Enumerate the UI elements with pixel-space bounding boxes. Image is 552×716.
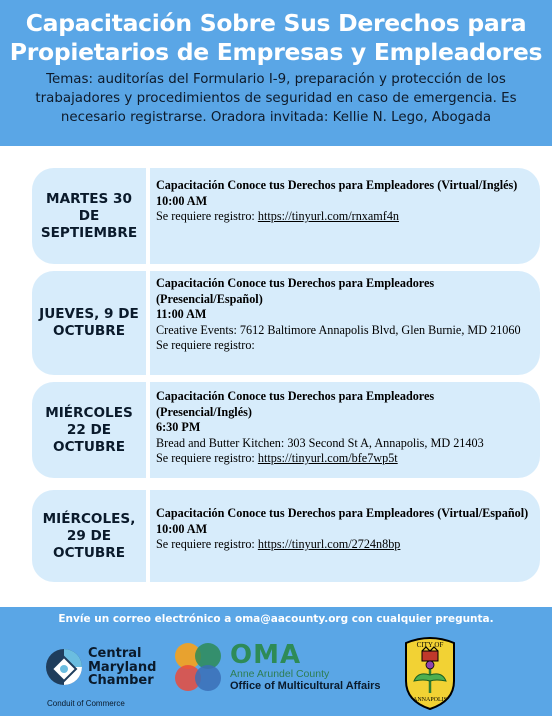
- event-title: Capacitación Conoce tus Derechos para Empleadores (Presencial/Inglés): [156, 389, 435, 419]
- registration-label: Se requiere registro:: [156, 537, 255, 551]
- registration-label: Se requiere registro:: [156, 209, 255, 223]
- event-registration: [156, 209, 532, 225]
- event-location: Bread and Butter Kitchen: 303 Second St A, Annapolis, MD 21403: [156, 435, 484, 450]
- subtitle: Temas: auditorías del Formulario I-9, preparación y protección de los trabajadores y procedimientos de seguridad en caso de emergencia. Es necesario registrarse. Oradora invitada: Kellie N. Lego, Abogada: [35, 72, 517, 125]
- cmc-name-line2: Maryland: [88, 659, 157, 675]
- title-line-1: Capacitación Sobre Sus Derechos para: [25, 9, 527, 37]
- event-date-box: [32, 271, 146, 375]
- footer: [0, 607, 552, 716]
- event-date: MARTES 30 DE SEPTIEMBRE: [40, 190, 138, 241]
- registration-label: Se requiere registro:: [156, 451, 255, 465]
- seal-top-text: CITY OF: [416, 641, 444, 649]
- event-title: Capacitación Conoce tus Derechos para Empleadores (Presencial/Español): [156, 276, 435, 306]
- annapolis-seal: [400, 635, 460, 713]
- event-date: MIÉRCOLES, 29 DE OCTUBRE: [42, 510, 136, 561]
- event-title: Capacitación Conoce tus Derechos para Empleadores (Virtual/Inglés): [156, 178, 518, 192]
- cmc-emblem-icon: [44, 647, 84, 687]
- event-info: [150, 382, 540, 478]
- event-card: [32, 382, 540, 478]
- cmc-tagline: Conduit of Commerce: [47, 699, 125, 708]
- oma-office: Office of Multicultural Affairs: [230, 680, 381, 692]
- oma-name: OMA: [230, 640, 302, 670]
- cmc-logo: [44, 645, 164, 709]
- page-title: [0, 0, 552, 67]
- oma-logo: [170, 640, 390, 706]
- event-title: Capacitación Conoce tus Derechos para Empleadores (Virtual/Español): [156, 506, 529, 520]
- contact-line: Envíe un correo electrónico a oma@aacounty.org con cualquier pregunta.: [58, 613, 494, 625]
- event-date-box: [32, 168, 146, 264]
- event-info: [150, 168, 540, 264]
- title-line-2: Propietarios de Empresas y Empleadores: [9, 38, 543, 66]
- event-info: [150, 490, 540, 582]
- event-date-box: [32, 490, 146, 582]
- event-registration: [156, 451, 532, 467]
- event-registration: [156, 537, 532, 553]
- registration-link[interactable]: https://tinyurl.com/rnxamf4n: [257, 209, 400, 223]
- event-location: Creative Events: 7612 Baltimore Annapolis Blvd, Glen Burnie, MD 21060: [156, 322, 521, 337]
- event-card: [32, 490, 540, 582]
- registration-label: Se requiere registro:: [156, 338, 255, 352]
- event-card: [32, 168, 540, 264]
- event-time: 10:00 AM: [156, 193, 208, 208]
- header-banner: [0, 0, 552, 146]
- oma-circles-icon: [170, 640, 226, 696]
- event-registration: [156, 338, 532, 354]
- event-info: [150, 271, 540, 375]
- cmc-name-line3: Chamber: [88, 673, 154, 688]
- oma-county: Anne Arundel County: [230, 668, 330, 680]
- registration-link[interactable]: https://tinyurl.com/bfe7wp5t: [257, 451, 398, 465]
- event-date: JUEVES, 9 DE OCTUBRE: [39, 306, 139, 339]
- cmc-name-line1: Central: [88, 646, 142, 661]
- event-date: MIÉRCOLES 22 DE OCTUBRE: [45, 404, 133, 455]
- event-time: 10:00 AM: [156, 521, 208, 536]
- event-time: 6:30 PM: [156, 420, 201, 434]
- event-date-box: [32, 382, 146, 478]
- event-time: 11:00 AM: [156, 307, 207, 321]
- city-seal-icon: [400, 635, 460, 713]
- event-card: [32, 271, 540, 375]
- registration-link[interactable]: https://tinyurl.com/2724n8bp: [257, 537, 401, 551]
- seal-bottom-text: ANNAPOLIS: [412, 697, 448, 703]
